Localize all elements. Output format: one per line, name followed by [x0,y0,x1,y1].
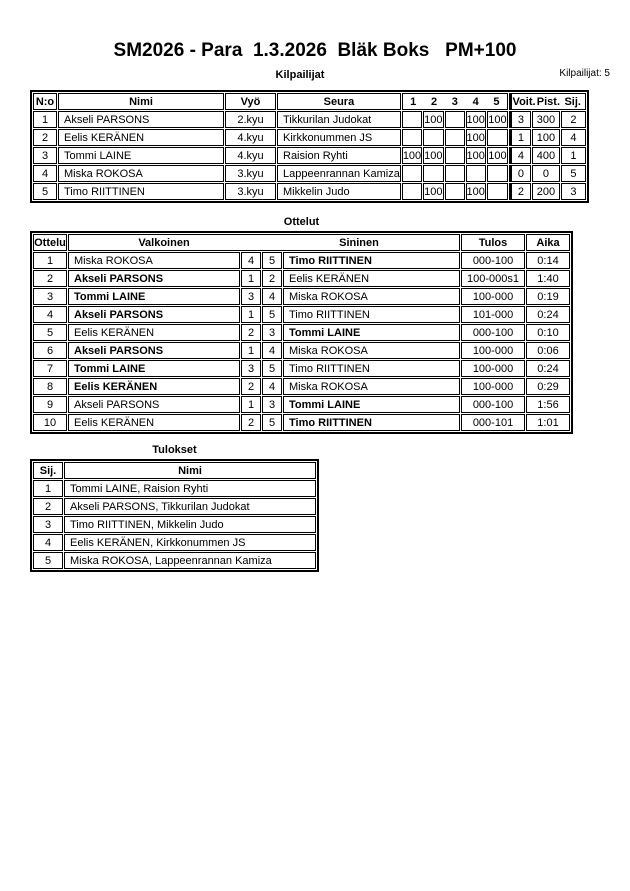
cell-blue-no: 5 [262,360,282,377]
cell-result: 000-101 [461,414,525,431]
cell-place: 4 [561,129,586,146]
cell-place: 3 [561,183,586,200]
cell-match-points: 100 [466,111,486,128]
col-match-4: 4 [472,95,479,108]
cell-match-points [445,129,465,146]
result-row [33,516,316,533]
cell-name: Eelis KERÄNEN [58,129,224,146]
matches-heading: Ottelut [283,216,320,228]
cell-match-no: 8 [33,378,67,395]
col-no: N:o [33,93,57,110]
cell-blue-name: Timo RIITTINEN [283,306,460,323]
competitor-row [33,165,586,182]
cell-time: 0:24 [526,360,570,377]
cell-place: 2 [561,111,586,128]
cell-match-no: 10 [33,414,67,431]
cell-time: 0:19 [526,288,570,305]
cell-blue-no: 3 [262,324,282,341]
cell-place: 1 [561,147,586,164]
cell-white-name: Akseli PARSONS [68,306,240,323]
cell-blue-no: 3 [262,396,282,413]
cell-blue-no: 4 [262,288,282,305]
match-row [33,360,570,377]
competitor-row [33,111,586,128]
col-score-1: Pist. [536,95,560,108]
cell-white-no: 1 [241,342,261,359]
cell-name: Timo RIITTINEN [58,183,224,200]
col-scores [509,93,586,110]
cell-name: Eelis KERÄNEN, Kirkkonummen JS [64,534,316,551]
cell-blue-name: Miska ROKOSA [283,378,460,395]
cell-points: 200 [532,183,560,200]
cell-match-no: 3 [33,288,67,305]
cell-match-points [487,183,508,200]
col-score-0: Voit. [512,95,536,108]
cell-club: Raision Ryhti [277,147,401,164]
col-result: Tulos [461,234,525,251]
cell-time: 0:24 [526,306,570,323]
col-blue: Sininen [339,236,379,249]
cell-time: 0:14 [526,252,570,269]
cell-blue-name: Timo RIITTINEN [283,414,460,431]
cell-name: Miska ROKOSA [58,165,224,182]
cell-match-points: 100 [423,183,443,200]
cell-result: 101-000 [461,306,525,323]
cell-time: 0:29 [526,378,570,395]
cell-white-name: Miska ROKOSA [68,252,240,269]
cell-points: 400 [532,147,560,164]
cell-match-points [487,129,508,146]
cell-match-points [466,165,486,182]
cell-place: 4 [33,534,63,551]
cell-white-no: 2 [241,324,261,341]
cell-points: 100 [532,129,560,146]
col-name: Nimi [64,462,316,479]
cell-match-points: 100 [487,111,508,128]
cell-match-points [445,165,465,182]
cell-match-no: 9 [33,396,67,413]
cell-time: 1:01 [526,414,570,431]
table-header-row [33,234,570,251]
cell-name: Akseli PARSONS, Tikkurilan Judokat [64,498,316,515]
cell-result: 100-000s1 [461,270,525,287]
col-match-5: 5 [493,95,500,108]
match-row [33,306,570,323]
col-time: Aika [526,234,570,251]
cell-blue-no: 4 [262,342,282,359]
cell-white-no: 2 [241,414,261,431]
result-row [33,480,316,497]
result-row [33,498,316,515]
cell-blue-name: Tommi LAINE [283,324,460,341]
match-row [33,288,570,305]
cell-name: Timo RIITTINEN, Mikkelin Judo [64,516,316,533]
col-place: Sij. [33,462,63,479]
cell-match-points [423,165,443,182]
cell-points: 300 [532,111,560,128]
cell-blue-name: Eelis KERÄNEN [283,270,460,287]
matches-table-header [33,234,570,251]
cell-time: 1:56 [526,396,570,413]
cell-white-no: 3 [241,360,261,377]
results-table [30,459,319,572]
cell-wins: 2 [509,183,531,200]
cell-belt: 3.kyu [225,183,276,200]
result-row [33,552,316,569]
cell-match-points: 100 [423,147,443,164]
cell-blue-name: Tommi LAINE [283,396,460,413]
cell-match-points: 100 [487,147,508,164]
cell-match-points: 100 [466,129,486,146]
cell-match-points [402,183,422,200]
table-header-row [33,93,586,110]
cell-blue-name: Miska ROKOSA [283,342,460,359]
cell-match-points [402,111,422,128]
cell-blue-name: Timo RIITTINEN [283,252,460,269]
cell-match-points [487,165,508,182]
cell-belt: 2.kyu [225,111,276,128]
cell-white-name: Tommi LAINE [68,360,240,377]
cell-white-name: Akseli PARSONS [68,342,240,359]
cell-wins: 1 [509,129,531,146]
cell-time: 1:40 [526,270,570,287]
col-match-no: Ottelu [33,234,67,251]
cell-match-points: 100 [466,183,486,200]
page-title: SM2026 - Para 1.3.2026 Bläk Boks PM+100 [113,40,517,61]
cell-blue-no: 5 [262,306,282,323]
cell-match-points: 100 [466,147,486,164]
cell-name: Tommi LAINE [58,147,224,164]
cell-white-name: Akseli PARSONS [68,270,240,287]
cell-result: 100-000 [461,342,525,359]
cell-white-name: Akseli PARSONS [68,396,240,413]
cell-name: Miska ROKOSA, Lappeenrannan Kamiza [64,552,316,569]
competitor-row [33,129,586,146]
cell-white-no: 1 [241,270,261,287]
col-white-blue [68,234,460,251]
results-table-header [33,462,316,479]
match-row [33,324,570,341]
cell-match-points [445,183,465,200]
cell-white-no: 4 [241,252,261,269]
competitors-table-body [33,111,586,200]
cell-wins: 4 [509,147,531,164]
competitor-row [33,147,586,164]
cell-blue-no: 5 [262,252,282,269]
cell-points: 0 [532,165,560,182]
cell-white-no: 3 [241,288,261,305]
cell-no: 3 [33,147,57,164]
cell-match-points [423,129,443,146]
cell-match-no: 2 [33,270,67,287]
cell-match-points [402,129,422,146]
matches-table [30,231,573,434]
cell-belt: 3.kyu [225,165,276,182]
cell-match-no: 1 [33,252,67,269]
col-score-2: Sij. [564,95,581,108]
cell-match-points: 100 [402,147,422,164]
cell-place: 3 [33,516,63,533]
cell-club: Mikkelin Judo [277,183,401,200]
cell-match-points: 100 [423,111,443,128]
cell-time: 0:10 [526,324,570,341]
cell-white-name: Eelis KERÄNEN [68,324,240,341]
cell-blue-no: 2 [262,270,282,287]
cell-blue-name: Timo RIITTINEN [283,360,460,377]
col-matches [402,93,508,110]
cell-result: 000-100 [461,252,525,269]
cell-no: 5 [33,183,57,200]
competitors-table-header [33,93,586,110]
cell-blue-no: 4 [262,378,282,395]
cell-club: Lappeenrannan Kamiza [277,165,401,182]
cell-result: 100-000 [461,288,525,305]
cell-place: 5 [561,165,586,182]
cell-match-no: 6 [33,342,67,359]
col-match-3: 3 [451,95,458,108]
cell-name: Tommi LAINE, Raision Ryhti [64,480,316,497]
cell-white-name: Eelis KERÄNEN [68,378,240,395]
cell-blue-no: 5 [262,414,282,431]
results-table-body [33,480,316,569]
cell-match-no: 5 [33,324,67,341]
cell-result: 100-000 [461,360,525,377]
cell-belt: 4.kyu [225,129,276,146]
competitors-count: Kilpailijat: 5 [559,68,610,79]
match-row [33,414,570,431]
results-heading: Tulokset [152,444,197,456]
cell-place: 5 [33,552,63,569]
col-white: Valkoinen [138,236,190,249]
cell-blue-name: Miska ROKOSA [283,288,460,305]
match-row [33,342,570,359]
cell-club: Tikkurilan Judokat [277,111,401,128]
match-row [33,378,570,395]
match-row [33,396,570,413]
matches-table-body [33,252,570,431]
cell-match-points [445,147,465,164]
cell-white-name: Tommi LAINE [68,288,240,305]
col-club: Seura [277,93,401,110]
cell-no: 4 [33,165,57,182]
cell-white-name: Eelis KERÄNEN [68,414,240,431]
competitors-table [30,90,589,203]
match-row [33,270,570,287]
cell-name: Akseli PARSONS [58,111,224,128]
cell-white-no: 1 [241,306,261,323]
competitor-row [33,183,586,200]
cell-place: 1 [33,480,63,497]
cell-result: 000-100 [461,324,525,341]
cell-white-no: 1 [241,396,261,413]
col-match-1: 1 [410,95,417,108]
cell-result: 100-000 [461,378,525,395]
cell-white-no: 2 [241,378,261,395]
col-match-2: 2 [430,95,438,108]
cell-result: 000-100 [461,396,525,413]
cell-club: Kirkkonummen JS [277,129,401,146]
competitors-heading: Kilpailijat [275,69,325,81]
cell-belt: 4.kyu [225,147,276,164]
match-row [33,252,570,269]
cell-match-points [445,111,465,128]
result-row [33,534,316,551]
cell-match-no: 7 [33,360,67,377]
cell-wins: 0 [509,165,531,182]
cell-match-no: 4 [33,306,67,323]
cell-match-points [402,165,422,182]
cell-no: 2 [33,129,57,146]
col-name: Nimi [58,93,224,110]
cell-no: 1 [33,111,57,128]
table-header-row [33,462,316,479]
cell-place: 2 [33,498,63,515]
cell-wins: 3 [509,111,531,128]
col-belt: Vyö [225,93,276,110]
cell-time: 0:06 [526,342,570,359]
